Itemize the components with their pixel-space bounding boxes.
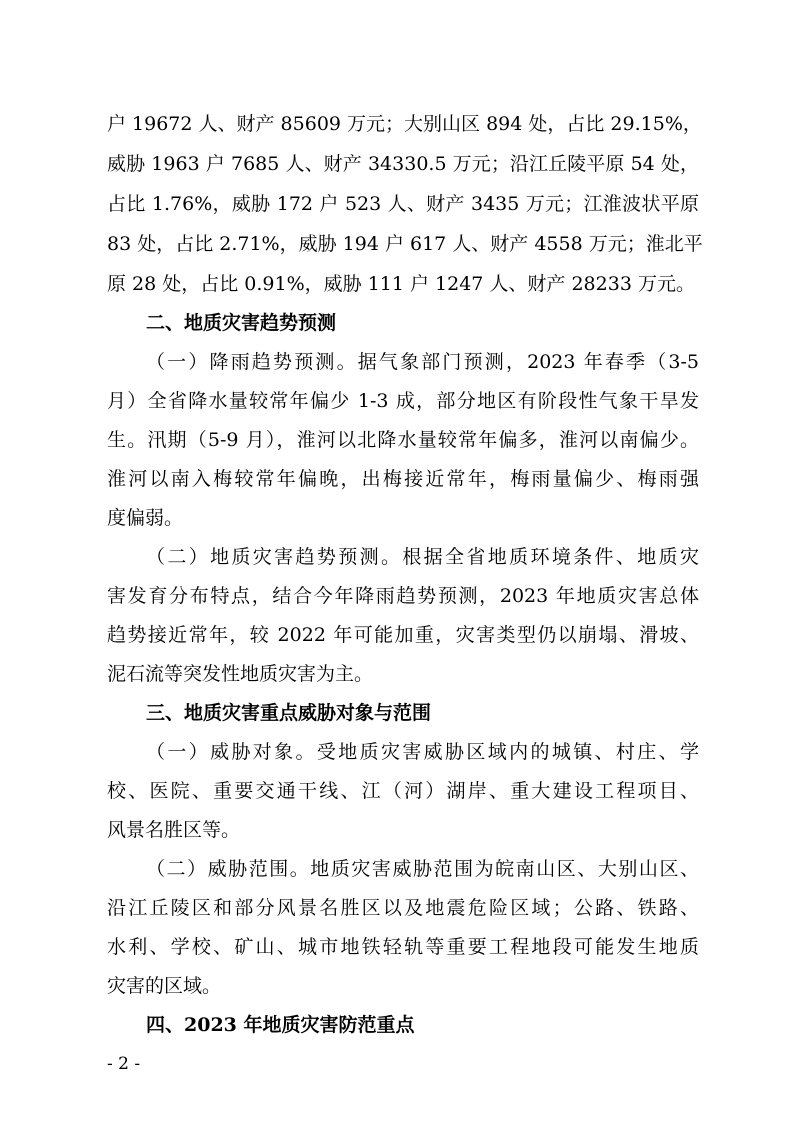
body-text-line: 原 28 处，占比 0.91%，威胁 111 户 1247 人、财产 28233 万元。 [107,273,695,295]
body-text-line: （二）威胁范围。地质灾害威胁范围为皖南山区、大别山区、 [146,858,699,880]
body-text-line: 校、医院、重要交通干线、江（河）湖岸、重大建设工程项目、 [107,780,699,802]
section-heading: 三、地质灾害重点威胁对象与范围 [146,702,432,724]
body-text-line: 趋势接近常年，较 2022 年可能加重，灾害类型仍以崩塌、滑坡、 [107,624,699,646]
body-text-line: 83 处，占比 2.71%，威胁 194 户 617 人、财产 4558 万元；淮北平 [107,233,703,255]
page-number: - 2 - [107,1054,141,1074]
body-text-line: 害发育分布特点，结合今年降雨趋势预测，2023 年地质灾害总体 [107,585,699,607]
section-heading: 二、地质灾害趋势预测 [146,312,337,334]
body-text-line: 威胁 1963 户 7685 人、财产 34330.5 万元；沿江丘陵平原 54 处， [107,153,699,175]
body-text-line: 沿江丘陵区和部分风景名胜区以及地震危险区域；公路、铁路、 [107,897,699,919]
body-text-line: 度偏弱。 [107,507,184,529]
body-text-line: 淮河以南入梅较常年偏晚，出梅接近常年，梅雨量偏少、梅雨强 [107,468,699,490]
body-text-line: 水利、学校、矿山、城市地铁轻轨等重要工程地段可能发生地质 [107,936,699,958]
body-text-line: 占比 1.76%，威胁 172 户 523 人、财产 3435 万元；江淮波状平原 [107,193,699,215]
section-heading: 四、2023 年地质灾害防范重点 [146,1014,415,1036]
body-text-line: 生。汛期（5-9 月），淮河以北降水量较常年偏多，淮河以南偏少。 [107,429,699,451]
body-text-line: （二）地质灾害趋势预测。根据全省地质环境条件、地质灾 [146,546,699,568]
body-text-line: 户 19672 人、财产 85609 万元；大别山区 894 处，占比 29.15%， [107,113,702,135]
body-text-line: 灾害的区域。 [107,975,222,997]
body-text-line: 月）全省降水量较常年偏少 1-3 成，部分地区有阶段性气象干旱发 [107,390,699,412]
body-text-line: （一）威胁对象。受地质灾害威胁区域内的城镇、村庄、学 [146,741,699,763]
body-text-line: 泥石流等突发性地质灾害为主。 [107,663,374,685]
body-text-line: 风景名胜区等。 [107,819,241,841]
body-text-line: （一）降雨趋势预测。据气象部门预测，2023 年春季（3-5 [146,351,699,373]
